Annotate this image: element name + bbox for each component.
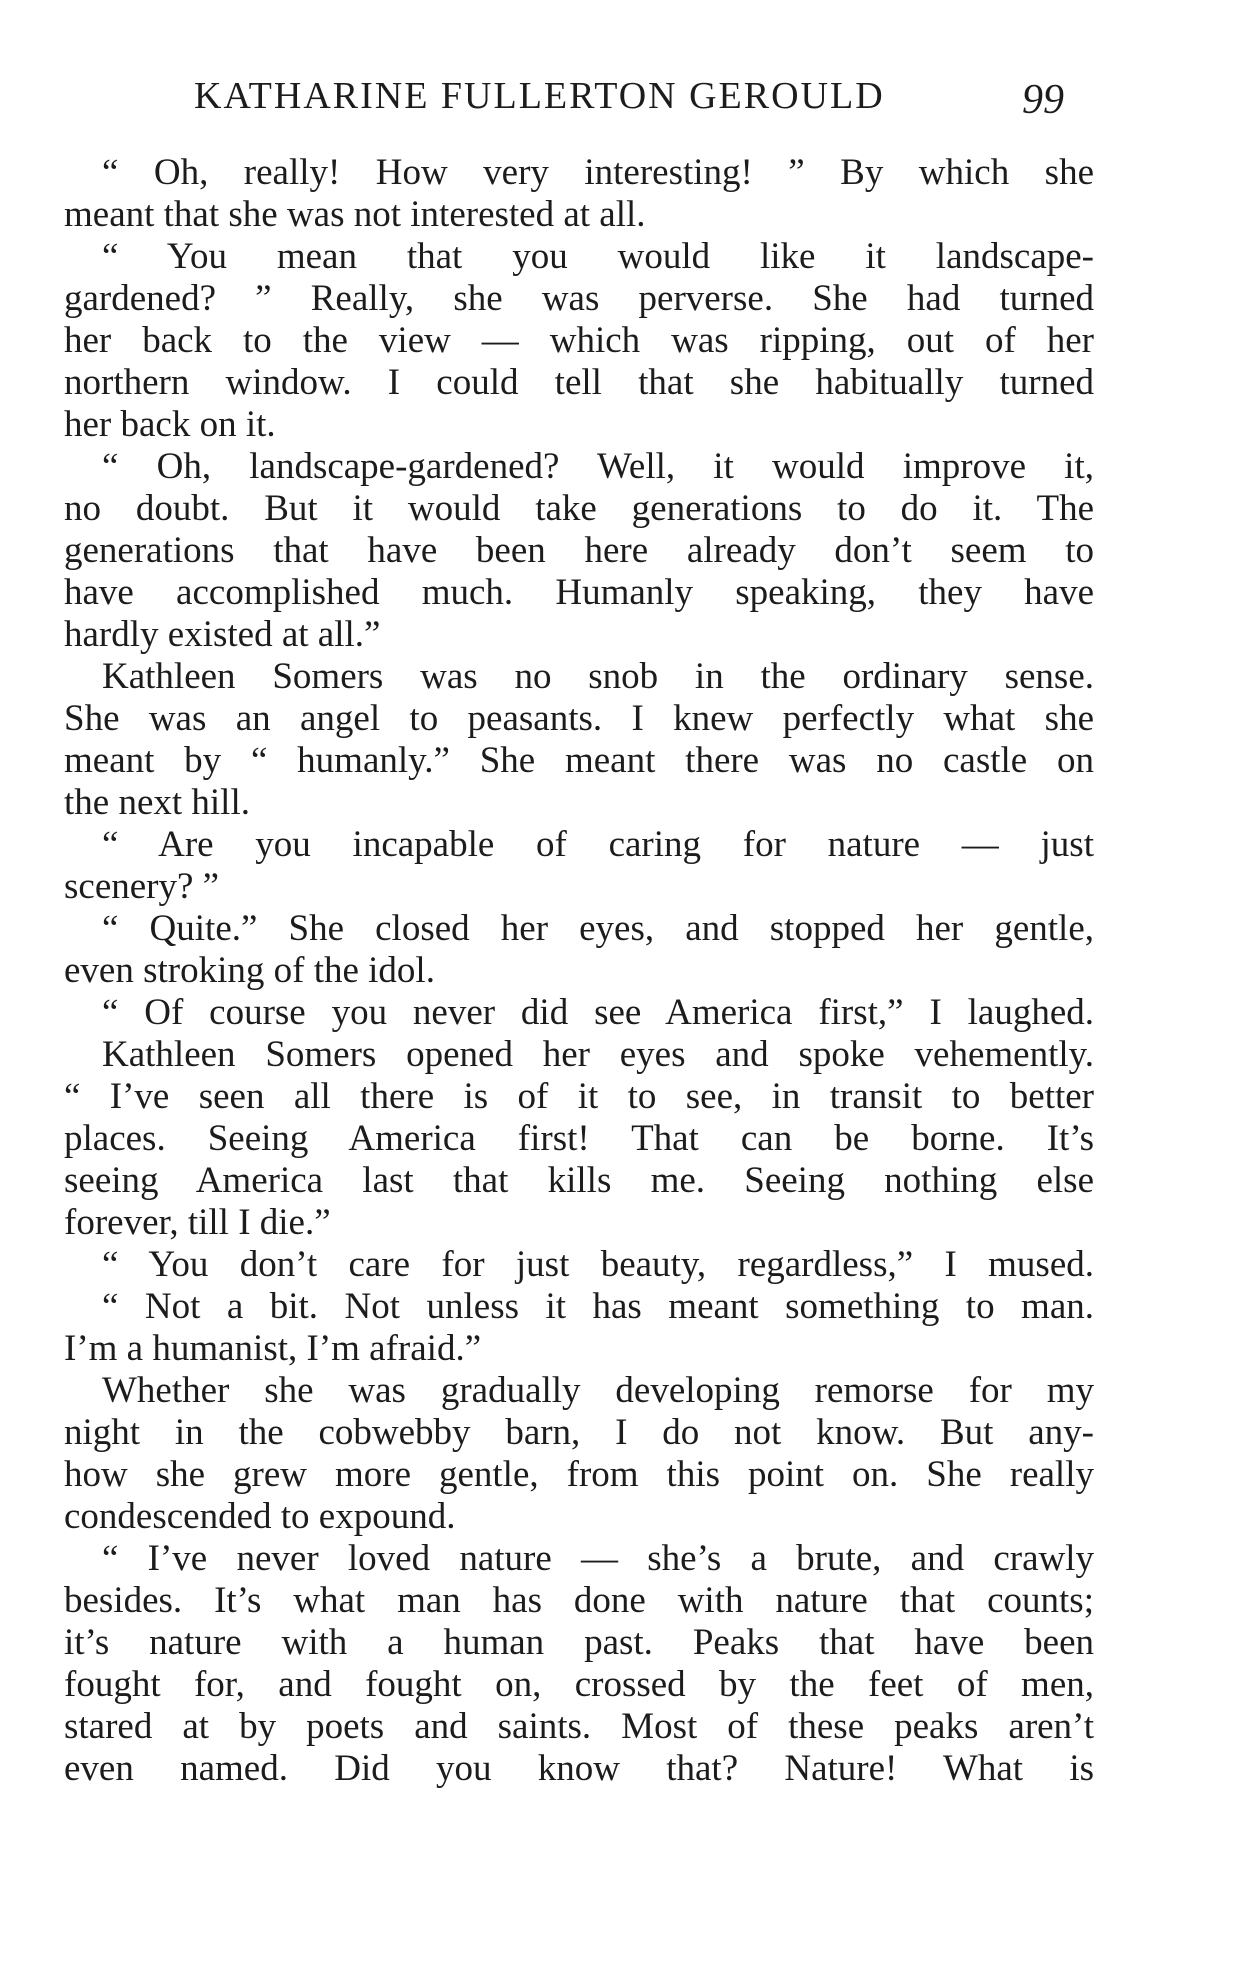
text-line: “ I’ve seen all there is of it to see, in transit to better: [64, 1076, 1094, 1117]
text-line: northern window. I could tell that she habitually turned: [64, 362, 1094, 403]
running-title: KATHARINE FULLERTON GEROULD: [194, 75, 885, 117]
text-line: how she grew more gentle, from this point on. She really: [64, 1454, 1094, 1495]
text-line: She was an angel to peasants. I knew perfectly what she: [64, 698, 1094, 739]
text-line: scenery? ”: [64, 866, 220, 907]
text-line: “ I’ve never loved nature — she’s a brute, and crawly: [102, 1538, 1094, 1579]
text-line: hardly existed at all.”: [64, 614, 381, 655]
text-line: her back to the view — which was ripping, out of her: [64, 320, 1094, 361]
text-line: meant that she was not interested at all.: [64, 194, 646, 235]
body-text: [64, 152, 1094, 1790]
text-line: “ Oh, really! How very interesting! ” By which she: [102, 152, 1094, 193]
text-line: gardened? ” Really, she was perverse. She had turned: [64, 278, 1094, 319]
text-line: besides. It’s what man has done with nature that counts;: [64, 1580, 1094, 1621]
text-line: the next hill.: [64, 782, 250, 823]
text-line: Whether she was gradually developing remorse for my: [102, 1370, 1094, 1411]
text-line: “ Not a bit. Not unless it has meant something to man.: [102, 1286, 1094, 1327]
text-line: forever, till I die.”: [64, 1202, 331, 1243]
text-line: condescended to expound.: [64, 1496, 456, 1537]
text-line: places. Seeing America first! That can be borne. It’s: [64, 1118, 1094, 1159]
text-line: even named. Did you know that? Nature! What is: [64, 1748, 1094, 1789]
running-head: [64, 74, 1094, 124]
text-line: even stroking of the idol.: [64, 950, 435, 991]
text-line: have accomplished much. Humanly speaking, they have: [64, 572, 1094, 613]
text-line: “ Oh, landscape-gardened? Well, it would improve it,: [102, 446, 1094, 487]
text-line: stared at by poets and saints. Most of these peaks aren’t: [64, 1706, 1094, 1747]
text-line: “ Quite.” She closed her eyes, and stopped her gentle,: [102, 908, 1094, 949]
page-number: 99: [1022, 77, 1064, 123]
text-line: her back on it.: [64, 404, 276, 445]
text-line: “ Are you incapable of caring for nature — just: [102, 824, 1094, 865]
text-line: “ Of course you never did see America first,” I laughed.: [102, 992, 1094, 1033]
text-line: night in the cobwebby barn, I do not know. But any-: [64, 1412, 1094, 1453]
text-line: “ You mean that you would like it landscape-: [102, 236, 1094, 277]
text-line: I’m a humanist, I’m afraid.”: [64, 1328, 482, 1369]
text-line: fought for, and fought on, crossed by the feet of men,: [64, 1664, 1094, 1705]
text-line: seeing America last that kills me. Seeing nothing else: [64, 1160, 1094, 1201]
text-line: Kathleen Somers was no snob in the ordinary sense.: [102, 656, 1094, 697]
text-line: “ You don’t care for just beauty, regardless,” I mused.: [102, 1244, 1094, 1285]
text-line: it’s nature with a human past. Peaks that have been: [64, 1622, 1094, 1663]
book-page: [64, 0, 1094, 1981]
text-line: generations that have been here already don’t seem to: [64, 530, 1094, 571]
text-line: no doubt. But it would take generations to do it. The: [64, 488, 1094, 529]
text-line: Kathleen Somers opened her eyes and spoke vehemently.: [102, 1034, 1094, 1075]
text-line: meant by “ humanly.” She meant there was no castle on: [64, 740, 1094, 781]
